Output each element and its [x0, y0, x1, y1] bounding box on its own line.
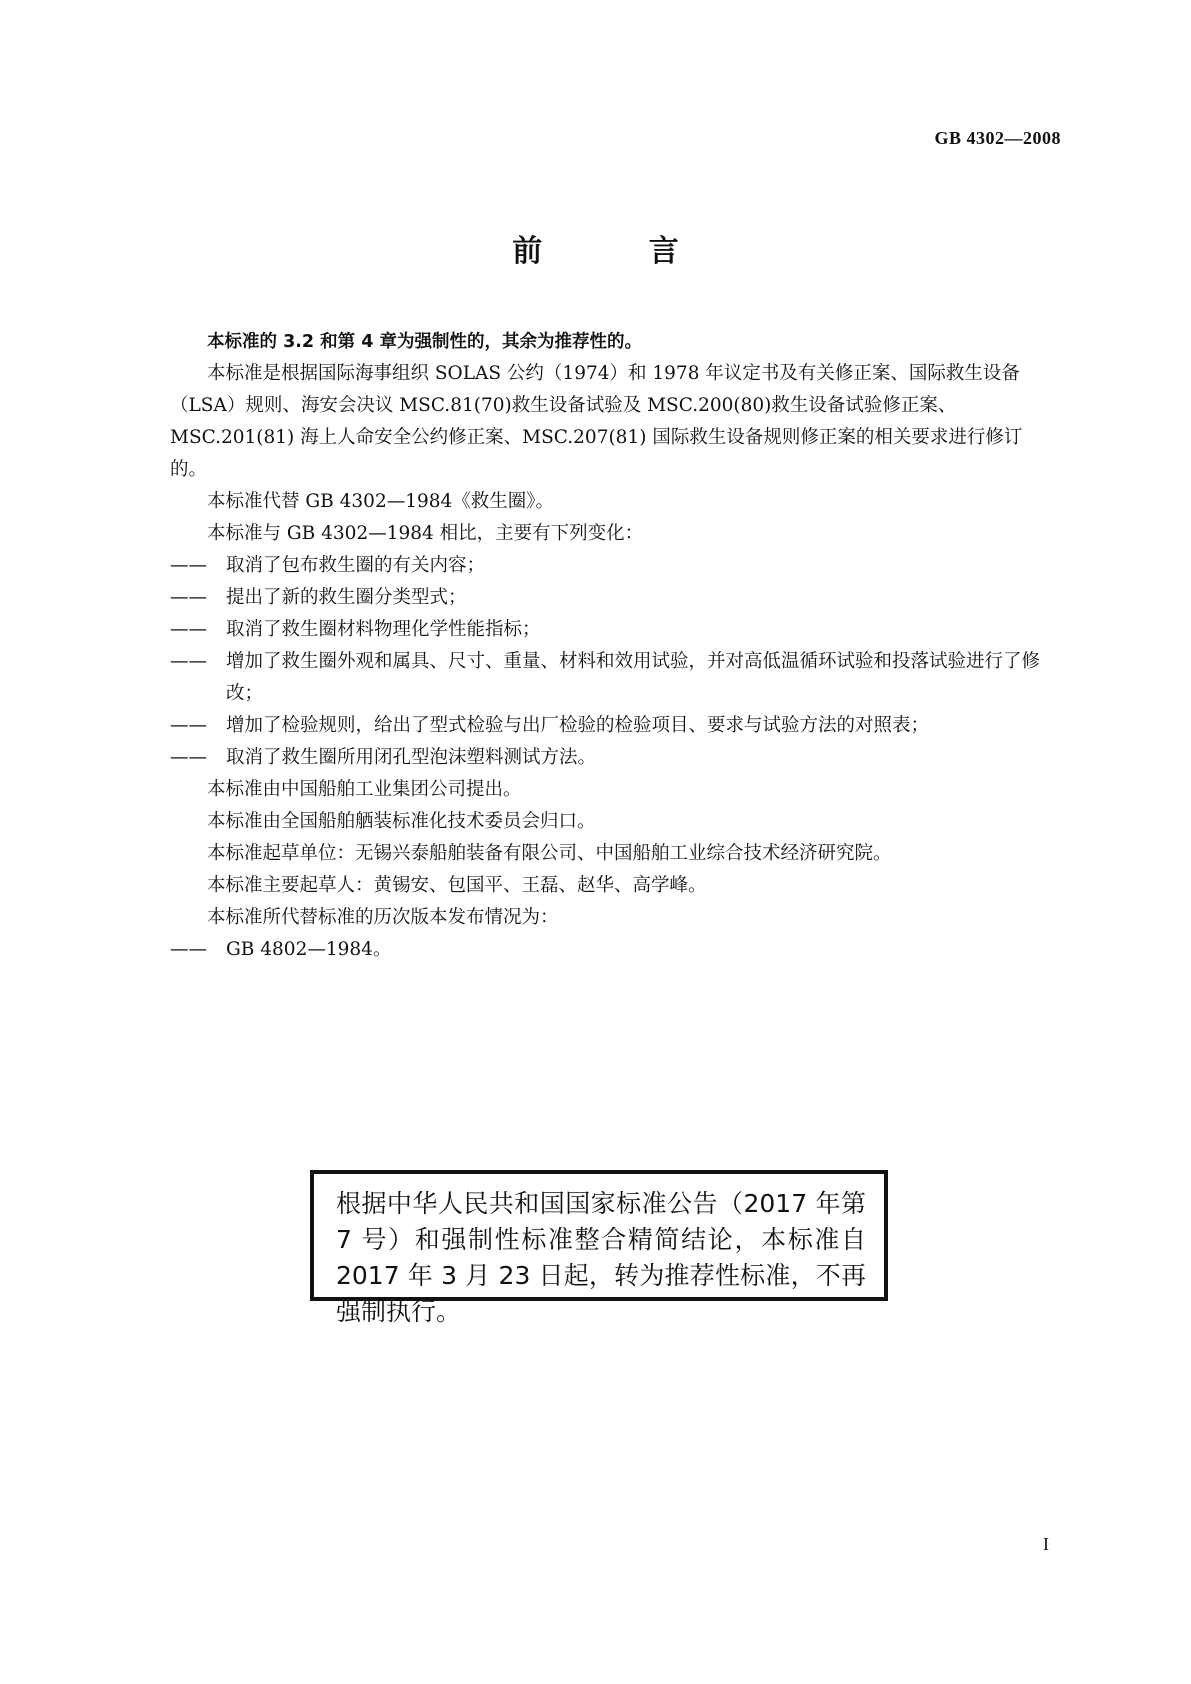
standard-code: GB 4302—2008 — [934, 128, 1061, 148]
notice-box: 根据中华人民共和国国家标准公告（2017 年第 7 号）和强制性标准整合精简结论，本标准自 2017 年 3 月 23 日起，转为推荐性标准，不再强制执行。 — [310, 1170, 888, 1301]
mandatory-statement: 本标准的 3.2 和第 4 章为强制性的，其余为推荐性的。 — [207, 332, 643, 352]
dash-mark: —— — [170, 587, 207, 608]
change-item-text: 取消了包布救生圈的有关内容； — [226, 555, 486, 576]
dash-mark: —— — [170, 555, 207, 576]
replaces-paragraph: 本标准代替 GB 4302—1984《救生圈》。 — [207, 491, 555, 512]
proposed-by: 本标准由中国船舶工业集团公司提出。 — [207, 779, 522, 800]
change-item-text: 增加了检验规则，给出了型式检验与出厂检验的检验项目、要求与试验方法的对照表； — [226, 715, 930, 736]
page-number: I — [1043, 1534, 1049, 1554]
changes-intro: 本标准与 GB 4302—1984 相比，主要有下列变化： — [207, 523, 644, 544]
change-item-text: 取消了救生圈所用闭孔型泡沫塑料测试方法。 — [226, 747, 597, 768]
change-item — [170, 614, 1056, 646]
change-item — [170, 710, 1056, 742]
change-item-text: 提出了新的救生圈分类型式； — [226, 587, 467, 608]
basis-paragraph: 本标准是根据国际海事组织 SOLAS 公约（1974）和 1978 年议定书及有关修正案、国际救生设备（LSA）规则、海安会决议 MSC.81(70)救生设备试验及 MSC.200(80)救生设备试验修正案、MSC.201(81) 海上人命安全公约修正案、MSC.207(81) 国际救生设备规则修正案的相关要求进行修订的。 — [170, 363, 1023, 480]
history-item — [170, 934, 1056, 966]
foreword-body — [170, 326, 1056, 966]
change-item — [170, 742, 1056, 774]
change-item-text: 取消了救生圈材料物理化学性能指标； — [226, 619, 541, 640]
drafters: 本标准主要起草人：黄锡安、包国平、王磊、赵华、高学峰。 — [207, 875, 707, 896]
change-item — [170, 582, 1056, 614]
page-title: 前 言 — [512, 234, 727, 269]
history-intro: 本标准所代替标准的历次版本发布情况为： — [207, 907, 559, 928]
change-item — [170, 550, 1056, 582]
dash-mark: —— — [170, 715, 207, 736]
dash-mark: —— — [170, 619, 207, 640]
dash-mark: —— — [170, 939, 207, 960]
history-item-text: GB 4802—1984。 — [226, 939, 392, 960]
dash-mark: —— — [170, 747, 207, 768]
dash-mark: —— — [170, 651, 207, 672]
centralized-by: 本标准由全国船舶舾装标准化技术委员会归口。 — [207, 811, 596, 832]
change-item-text: 增加了救生圈外观和属具、尺寸、重量、材料和效用试验，并对高低温循环试验和投落试验进行了修改； — [226, 651, 1041, 704]
drafting-units: 本标准起草单位：无锡兴泰船舶装备有限公司、中国船舶工业综合技术经济研究院。 — [207, 843, 892, 864]
change-item — [170, 646, 1056, 710]
